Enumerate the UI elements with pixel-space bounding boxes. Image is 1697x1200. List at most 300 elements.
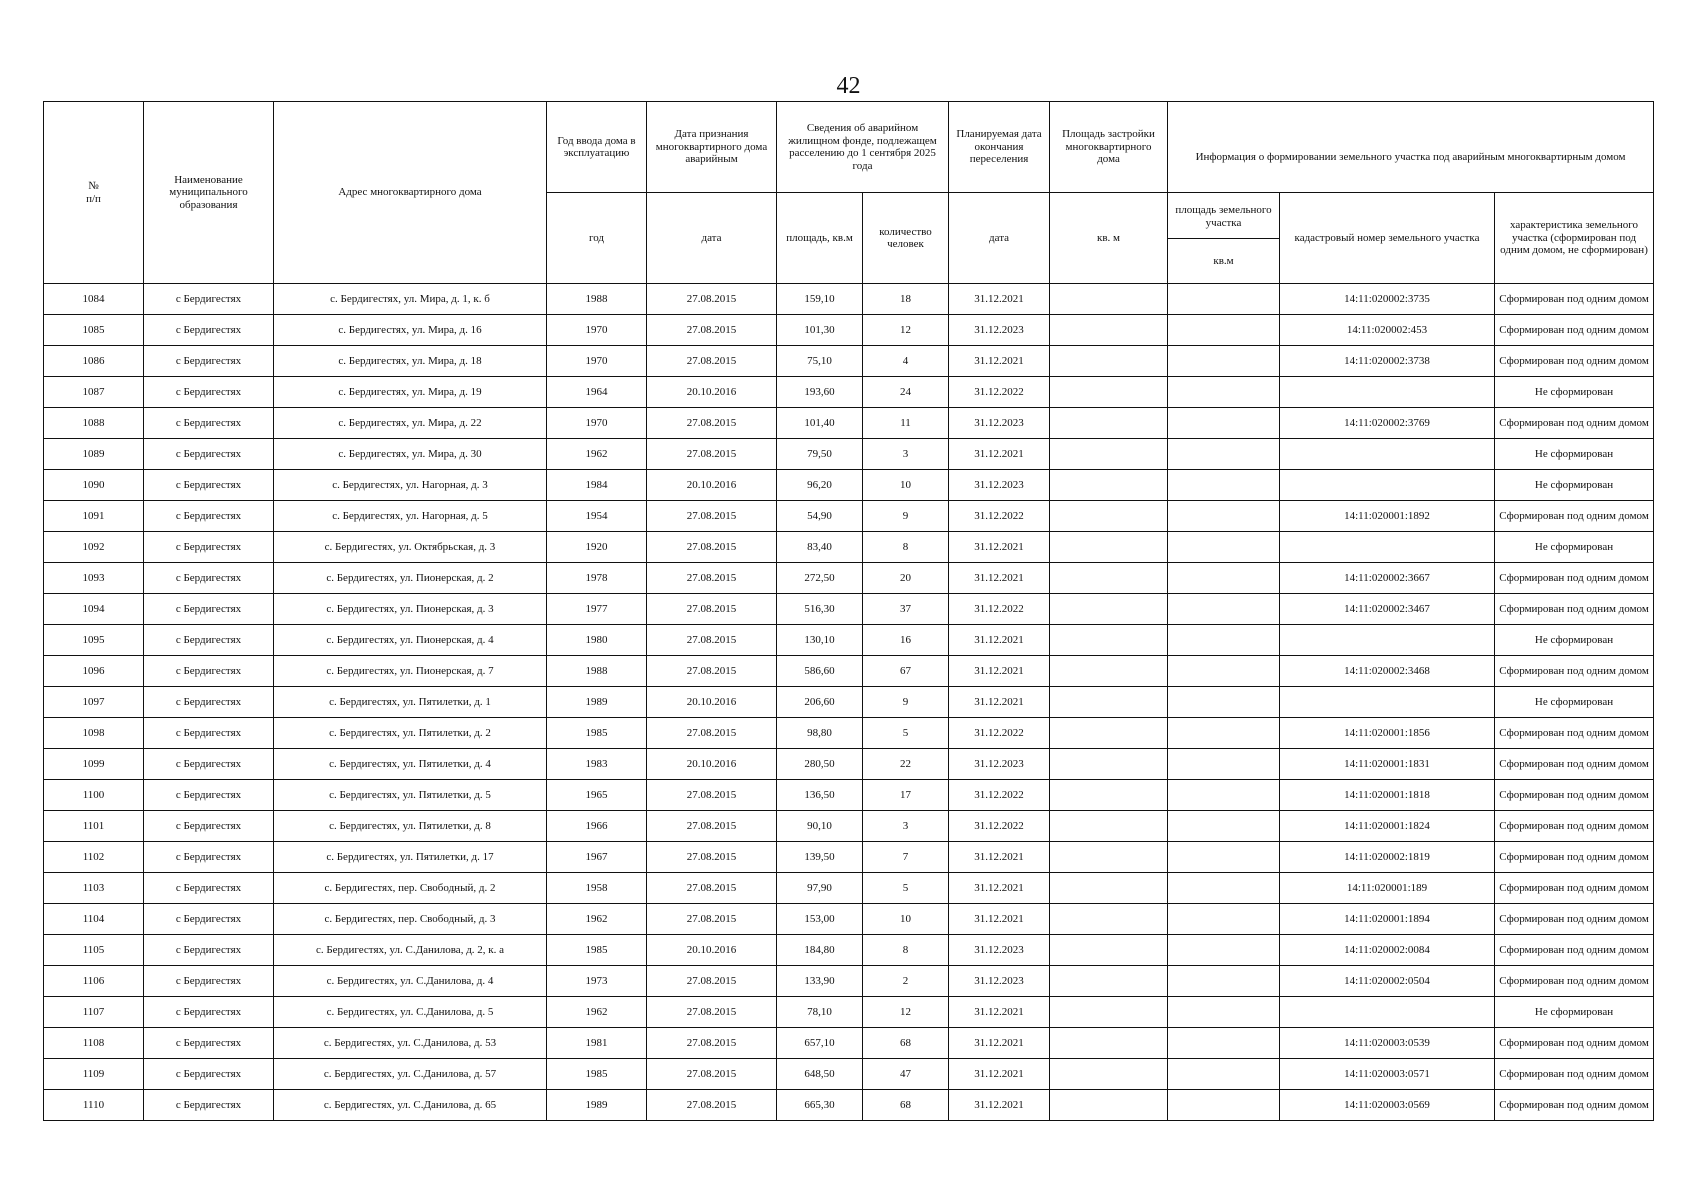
cell-planned-date: 31.12.2022 (949, 718, 1050, 749)
cell-municipality: с Бердигестях (144, 811, 274, 842)
cell-date-emergency: 20.10.2016 (647, 749, 777, 780)
cell-year-built: 1970 (547, 408, 647, 439)
cell-cadastral-number: 14:11:020002:453 (1280, 315, 1495, 346)
cell-row-number: 1110 (44, 1090, 144, 1121)
cell-land-characteristic: Сформирован под одним домом (1495, 935, 1654, 966)
cell-row-number: 1103 (44, 873, 144, 904)
cell-land-characteristic: Сформирован под одним домом (1495, 501, 1654, 532)
cell-municipality: с Бердигестях (144, 873, 274, 904)
cell-municipality: с Бердигестях (144, 749, 274, 780)
cell-row-number: 1088 (44, 408, 144, 439)
cell-cadastral-number: 14:11:020002:1819 (1280, 842, 1495, 873)
cell-land-characteristic: Сформирован под одним домом (1495, 1090, 1654, 1121)
cell-land-characteristic: Сформирован под одним домом (1495, 594, 1654, 625)
cell-year-built: 1980 (547, 625, 647, 656)
cell-cadastral-number (1280, 687, 1495, 718)
cell-cadastral-number: 14:11:020002:0504 (1280, 966, 1495, 997)
cell-cadastral-number: 14:11:020001:1856 (1280, 718, 1495, 749)
cell-date-emergency: 27.08.2015 (647, 1028, 777, 1059)
cell-date-emergency: 20.10.2016 (647, 377, 777, 408)
cell-date-emergency: 27.08.2015 (647, 532, 777, 563)
cell-land-characteristic: Сформирован под одним домом (1495, 749, 1654, 780)
cell-cadastral-number (1280, 470, 1495, 501)
cell-living-area: 90,10 (777, 811, 863, 842)
cell-living-area: 206,60 (777, 687, 863, 718)
cell-cadastral-number: 14:11:020002:3667 (1280, 563, 1495, 594)
cell-year-built: 1981 (547, 1028, 647, 1059)
cell-land-area (1168, 1028, 1280, 1059)
cell-planned-date: 31.12.2021 (949, 997, 1050, 1028)
cell-cadastral-number: 14:11:020002:3738 (1280, 346, 1495, 377)
cell-building-area (1050, 470, 1168, 501)
cell-municipality: с Бердигестях (144, 501, 274, 532)
cell-living-area: 159,10 (777, 284, 863, 315)
table-row (44, 315, 1654, 346)
cell-date-emergency: 27.08.2015 (647, 718, 777, 749)
cell-municipality: с Бердигестях (144, 532, 274, 563)
cell-address: с. Бердигестях, ул. Нагорная, д. 5 (274, 501, 547, 532)
cell-date-emergency: 27.08.2015 (647, 904, 777, 935)
header-sub-land-sqm: кв.м (1168, 239, 1280, 284)
cell-year-built: 1965 (547, 780, 647, 811)
header-planned-date: Планируемая дата окончания переселения (949, 102, 1050, 193)
cell-building-area (1050, 656, 1168, 687)
cell-people-count: 10 (863, 904, 949, 935)
cell-municipality: с Бердигестях (144, 284, 274, 315)
cell-year-built: 1967 (547, 842, 647, 873)
header-building-area: Площадь застройки многоквартирного дома (1050, 102, 1168, 193)
cell-planned-date: 31.12.2021 (949, 687, 1050, 718)
cell-living-area: 139,50 (777, 842, 863, 873)
cell-cadastral-number (1280, 377, 1495, 408)
cell-address: с. Бердигестях, ул. Пионерская, д. 4 (274, 625, 547, 656)
cell-land-area (1168, 842, 1280, 873)
cell-building-area (1050, 811, 1168, 842)
cell-date-emergency: 27.08.2015 (647, 439, 777, 470)
table-row (44, 594, 1654, 625)
table-row (44, 873, 1654, 904)
cell-year-built: 1988 (547, 656, 647, 687)
cell-municipality: с Бердигестях (144, 1059, 274, 1090)
cell-living-area: 83,40 (777, 532, 863, 563)
cell-building-area (1050, 718, 1168, 749)
cell-planned-date: 31.12.2021 (949, 873, 1050, 904)
cell-land-characteristic: Сформирован под одним домом (1495, 1059, 1654, 1090)
cell-row-number: 1106 (44, 966, 144, 997)
cell-land-area (1168, 1090, 1280, 1121)
cell-living-area: 101,30 (777, 315, 863, 346)
cell-address: с. Бердигестях, пер. Свободный, д. 2 (274, 873, 547, 904)
cell-date-emergency: 27.08.2015 (647, 811, 777, 842)
cell-address: с. Бердигестях, ул. Пионерская, д. 2 (274, 563, 547, 594)
header-municipality: Наименование муниципального образования (144, 102, 274, 284)
cell-year-built: 1970 (547, 346, 647, 377)
cell-municipality: с Бердигестях (144, 687, 274, 718)
cell-address: с. Бердигестях, ул. Мира, д. 30 (274, 439, 547, 470)
cell-row-number: 1085 (44, 315, 144, 346)
table-row (44, 935, 1654, 966)
cell-living-area: 78,10 (777, 997, 863, 1028)
cell-row-number: 1096 (44, 656, 144, 687)
cell-living-area: 136,50 (777, 780, 863, 811)
table-row (44, 563, 1654, 594)
cell-cadastral-number (1280, 532, 1495, 563)
cell-cadastral-number (1280, 997, 1495, 1028)
cell-people-count: 12 (863, 997, 949, 1028)
cell-year-built: 1962 (547, 904, 647, 935)
cell-building-area (1050, 439, 1168, 470)
cell-people-count: 37 (863, 594, 949, 625)
cell-date-emergency: 27.08.2015 (647, 656, 777, 687)
cell-planned-date: 31.12.2021 (949, 284, 1050, 315)
cell-address: с. Бердигестях, ул. Мира, д. 22 (274, 408, 547, 439)
cell-row-number: 1109 (44, 1059, 144, 1090)
cell-land-characteristic: Не сформирован (1495, 687, 1654, 718)
cell-living-area: 133,90 (777, 966, 863, 997)
cell-year-built: 1989 (547, 1090, 647, 1121)
table-row (44, 1090, 1654, 1121)
cell-people-count: 4 (863, 346, 949, 377)
cell-living-area: 79,50 (777, 439, 863, 470)
cell-address: с. Бердигестях, ул. Пятилетки, д. 5 (274, 780, 547, 811)
cell-living-area: 280,50 (777, 749, 863, 780)
cell-people-count: 9 (863, 687, 949, 718)
cell-living-area: 657,10 (777, 1028, 863, 1059)
cell-planned-date: 31.12.2021 (949, 1028, 1050, 1059)
cell-land-area (1168, 377, 1280, 408)
cell-planned-date: 31.12.2023 (949, 749, 1050, 780)
cell-year-built: 1983 (547, 749, 647, 780)
cell-date-emergency: 27.08.2015 (647, 842, 777, 873)
table-row (44, 346, 1654, 377)
cell-land-area (1168, 563, 1280, 594)
cell-living-area: 586,60 (777, 656, 863, 687)
cell-planned-date: 31.12.2022 (949, 780, 1050, 811)
cell-planned-date: 31.12.2023 (949, 470, 1050, 501)
table-row (44, 284, 1654, 315)
cell-land-area (1168, 966, 1280, 997)
cell-living-area: 54,90 (777, 501, 863, 532)
cell-people-count: 68 (863, 1090, 949, 1121)
cell-address: с. Бердигестях, ул. С.Данилова, д. 4 (274, 966, 547, 997)
cell-living-area: 98,80 (777, 718, 863, 749)
cell-land-area (1168, 315, 1280, 346)
cell-cadastral-number: 14:11:020003:0571 (1280, 1059, 1495, 1090)
cell-address: с. Бердигестях, ул. Пятилетки, д. 8 (274, 811, 547, 842)
cell-land-characteristic: Не сформирован (1495, 997, 1654, 1028)
cell-cadastral-number: 14:11:020003:0569 (1280, 1090, 1495, 1121)
cell-municipality: с Бердигестях (144, 625, 274, 656)
cell-year-built: 1985 (547, 935, 647, 966)
cell-land-characteristic: Не сформирован (1495, 470, 1654, 501)
cell-building-area (1050, 935, 1168, 966)
cell-cadastral-number: 14:11:020001:1894 (1280, 904, 1495, 935)
cell-building-area (1050, 315, 1168, 346)
cell-building-area (1050, 501, 1168, 532)
cell-people-count: 8 (863, 532, 949, 563)
cell-people-count: 68 (863, 1028, 949, 1059)
cell-people-count: 16 (863, 625, 949, 656)
cell-row-number: 1100 (44, 780, 144, 811)
cell-municipality: с Бердигестях (144, 842, 274, 873)
cell-land-characteristic: Сформирован под одним домом (1495, 408, 1654, 439)
cell-address: с. Бердигестях, ул. Пятилетки, д. 4 (274, 749, 547, 780)
cell-people-count: 67 (863, 656, 949, 687)
table-row (44, 966, 1654, 997)
cell-address: с. Бердигестях, ул. С.Данилова, д. 53 (274, 1028, 547, 1059)
cell-year-built: 1966 (547, 811, 647, 842)
cell-planned-date: 31.12.2021 (949, 1090, 1050, 1121)
table-row (44, 904, 1654, 935)
cell-land-area (1168, 470, 1280, 501)
cell-planned-date: 31.12.2023 (949, 315, 1050, 346)
table-row (44, 687, 1654, 718)
cell-living-area: 101,40 (777, 408, 863, 439)
cell-land-area (1168, 594, 1280, 625)
cell-address: с. Бердигестях, ул. С.Данилова, д. 2, к. а (274, 935, 547, 966)
cell-municipality: с Бердигестях (144, 935, 274, 966)
header-land-char: характеристика земельного участка (сформирован под одним домом, не сформирован) (1495, 193, 1654, 284)
cell-cadastral-number (1280, 439, 1495, 470)
cell-date-emergency: 27.08.2015 (647, 594, 777, 625)
cell-municipality: с Бердигестях (144, 470, 274, 501)
cell-people-count: 5 (863, 873, 949, 904)
cell-municipality: с Бердигестях (144, 315, 274, 346)
cell-people-count: 12 (863, 315, 949, 346)
cell-building-area (1050, 904, 1168, 935)
cell-building-area (1050, 284, 1168, 315)
cell-building-area (1050, 377, 1168, 408)
cell-date-emergency: 27.08.2015 (647, 1090, 777, 1121)
cell-building-area (1050, 346, 1168, 377)
cell-living-area: 75,10 (777, 346, 863, 377)
cell-people-count: 5 (863, 718, 949, 749)
cell-people-count: 24 (863, 377, 949, 408)
table-header (44, 102, 1654, 284)
cell-land-characteristic: Сформирован под одним домом (1495, 811, 1654, 842)
cell-municipality: с Бердигестях (144, 656, 274, 687)
header-date-emergency: Дата признания многоквартирного дома аварийным (647, 102, 777, 193)
cell-cadastral-number: 14:11:020002:0084 (1280, 935, 1495, 966)
cell-land-area (1168, 346, 1280, 377)
cell-date-emergency: 27.08.2015 (647, 625, 777, 656)
cell-row-number: 1095 (44, 625, 144, 656)
table-row (44, 1028, 1654, 1059)
header-land-info: Информация о формировании земельного участка под аварийным многоквартирным домом (1168, 102, 1654, 193)
cell-municipality: с Бердигестях (144, 1028, 274, 1059)
cell-land-characteristic: Сформирован под одним домом (1495, 904, 1654, 935)
cell-living-area: 665,30 (777, 1090, 863, 1121)
cell-planned-date: 31.12.2022 (949, 501, 1050, 532)
cell-building-area (1050, 1028, 1168, 1059)
cell-year-built: 1954 (547, 501, 647, 532)
cell-living-area: 193,60 (777, 377, 863, 408)
cell-land-characteristic: Не сформирован (1495, 625, 1654, 656)
cell-planned-date: 31.12.2021 (949, 1059, 1050, 1090)
cell-date-emergency: 27.08.2015 (647, 873, 777, 904)
cell-living-area: 272,50 (777, 563, 863, 594)
cell-municipality: с Бердигестях (144, 1090, 274, 1121)
cell-municipality: с Бердигестях (144, 594, 274, 625)
cell-land-characteristic: Сформирован под одним домом (1495, 656, 1654, 687)
cell-building-area (1050, 532, 1168, 563)
cell-municipality: с Бердигестях (144, 966, 274, 997)
cell-address: с. Бердигестях, ул. С.Данилова, д. 5 (274, 997, 547, 1028)
cell-address: с. Бердигестях, ул. Мира, д. 16 (274, 315, 547, 346)
table-body (44, 284, 1654, 1121)
cell-planned-date: 31.12.2021 (949, 563, 1050, 594)
cell-date-emergency: 20.10.2016 (647, 687, 777, 718)
cell-land-area (1168, 904, 1280, 935)
cell-people-count: 9 (863, 501, 949, 532)
cell-building-area (1050, 563, 1168, 594)
header-sub-area: площадь, кв.м (777, 193, 863, 284)
cell-planned-date: 31.12.2022 (949, 377, 1050, 408)
cell-people-count: 18 (863, 284, 949, 315)
cell-land-characteristic: Сформирован под одним домом (1495, 873, 1654, 904)
cell-address: с. Бердигестях, ул. Нагорная, д. 3 (274, 470, 547, 501)
table-row (44, 439, 1654, 470)
header-sub-date2: дата (949, 193, 1050, 284)
cell-planned-date: 31.12.2021 (949, 439, 1050, 470)
cell-address: с. Бердигестях, ул. Пятилетки, д. 2 (274, 718, 547, 749)
header-address: Адрес многоквартирного дома (274, 102, 547, 284)
cell-people-count: 22 (863, 749, 949, 780)
cell-year-built: 1970 (547, 315, 647, 346)
header-sub-sqm: кв. м (1050, 193, 1168, 284)
cell-cadastral-number: 14:11:020002:3769 (1280, 408, 1495, 439)
cell-year-built: 1962 (547, 439, 647, 470)
cell-land-area (1168, 439, 1280, 470)
cell-year-built: 1985 (547, 718, 647, 749)
cell-planned-date: 31.12.2021 (949, 656, 1050, 687)
cell-land-characteristic: Сформирован под одним домом (1495, 718, 1654, 749)
cell-municipality: с Бердигестях (144, 346, 274, 377)
cell-year-built: 1973 (547, 966, 647, 997)
cell-year-built: 1989 (547, 687, 647, 718)
header-year-built: Год ввода дома в эксплуатацию (547, 102, 647, 193)
cell-row-number: 1091 (44, 501, 144, 532)
emergency-housing-table (43, 101, 1654, 1121)
cell-land-area (1168, 749, 1280, 780)
table-row (44, 718, 1654, 749)
cell-date-emergency: 27.08.2015 (647, 315, 777, 346)
cell-date-emergency: 27.08.2015 (647, 997, 777, 1028)
cell-land-area (1168, 811, 1280, 842)
cell-address: с. Бердигестях, ул. Мира, д. 19 (274, 377, 547, 408)
cell-cadastral-number: 14:11:020002:3468 (1280, 656, 1495, 687)
cell-municipality: с Бердигестях (144, 439, 274, 470)
cell-cadastral-number: 14:11:020001:1892 (1280, 501, 1495, 532)
header-num: № п/п (44, 102, 144, 284)
header-sub-year: год (547, 193, 647, 284)
cell-living-area: 648,50 (777, 1059, 863, 1090)
cell-address: с. Бердигестях, ул. Пятилетки, д. 17 (274, 842, 547, 873)
cell-people-count: 7 (863, 842, 949, 873)
cell-land-area (1168, 780, 1280, 811)
cell-cadastral-number: 14:11:020001:1818 (1280, 780, 1495, 811)
cell-planned-date: 31.12.2022 (949, 811, 1050, 842)
cell-address: с. Бердигестях, ул. Пионерская, д. 7 (274, 656, 547, 687)
cell-row-number: 1087 (44, 377, 144, 408)
cell-land-characteristic: Сформирован под одним домом (1495, 1028, 1654, 1059)
cell-people-count: 11 (863, 408, 949, 439)
cell-row-number: 1092 (44, 532, 144, 563)
cell-land-characteristic: Сформирован под одним домом (1495, 284, 1654, 315)
cell-row-number: 1089 (44, 439, 144, 470)
cell-planned-date: 31.12.2021 (949, 904, 1050, 935)
cell-building-area (1050, 966, 1168, 997)
cell-living-area: 96,20 (777, 470, 863, 501)
header-emergency-info: Сведения об аварийном жилищном фонде, подлежащем расселению до 1 сентября 2025 года (777, 102, 949, 193)
cell-year-built: 1978 (547, 563, 647, 594)
cell-row-number: 1102 (44, 842, 144, 873)
cell-planned-date: 31.12.2021 (949, 625, 1050, 656)
table-row (44, 625, 1654, 656)
cell-land-characteristic: Сформирован под одним домом (1495, 563, 1654, 594)
cell-living-area: 130,10 (777, 625, 863, 656)
cell-municipality: с Бердигестях (144, 904, 274, 935)
cell-land-area (1168, 687, 1280, 718)
cell-row-number: 1094 (44, 594, 144, 625)
cell-municipality: с Бердигестях (144, 780, 274, 811)
cell-municipality: с Бердигестях (144, 563, 274, 594)
table-row (44, 842, 1654, 873)
cell-land-area (1168, 997, 1280, 1028)
cell-row-number: 1105 (44, 935, 144, 966)
cell-land-characteristic: Не сформирован (1495, 532, 1654, 563)
table-row (44, 377, 1654, 408)
header-sub-people: количество человек (863, 193, 949, 284)
cell-land-characteristic: Сформирован под одним домом (1495, 842, 1654, 873)
cell-planned-date: 31.12.2021 (949, 842, 1050, 873)
cell-people-count: 17 (863, 780, 949, 811)
cell-year-built: 1984 (547, 470, 647, 501)
cell-year-built: 1958 (547, 873, 647, 904)
cell-year-built: 1985 (547, 1059, 647, 1090)
cell-cadastral-number: 14:11:020001:1824 (1280, 811, 1495, 842)
cell-people-count: 20 (863, 563, 949, 594)
cell-planned-date: 31.12.2023 (949, 935, 1050, 966)
header-sub-date: дата (647, 193, 777, 284)
cell-building-area (1050, 1090, 1168, 1121)
cell-building-area (1050, 687, 1168, 718)
cell-living-area: 153,00 (777, 904, 863, 935)
cell-building-area (1050, 1059, 1168, 1090)
cell-land-area (1168, 656, 1280, 687)
cell-year-built: 1977 (547, 594, 647, 625)
cell-row-number: 1097 (44, 687, 144, 718)
cell-building-area (1050, 625, 1168, 656)
cell-planned-date: 31.12.2023 (949, 408, 1050, 439)
cell-address: с. Бердигестях, ул. Октябрьская, д. 3 (274, 532, 547, 563)
cell-land-area (1168, 873, 1280, 904)
cell-people-count: 3 (863, 439, 949, 470)
table-row (44, 811, 1654, 842)
cell-land-characteristic: Сформирован под одним домом (1495, 966, 1654, 997)
cell-cadastral-number: 14:11:020002:3467 (1280, 594, 1495, 625)
cell-living-area: 516,30 (777, 594, 863, 625)
cell-address: с. Бердигестях, ул. Мира, д. 18 (274, 346, 547, 377)
cell-date-emergency: 27.08.2015 (647, 563, 777, 594)
cell-people-count: 10 (863, 470, 949, 501)
cell-building-area (1050, 780, 1168, 811)
cell-municipality: с Бердигестях (144, 408, 274, 439)
cell-building-area (1050, 408, 1168, 439)
cell-building-area (1050, 749, 1168, 780)
cell-land-characteristic: Не сформирован (1495, 377, 1654, 408)
cell-people-count: 8 (863, 935, 949, 966)
